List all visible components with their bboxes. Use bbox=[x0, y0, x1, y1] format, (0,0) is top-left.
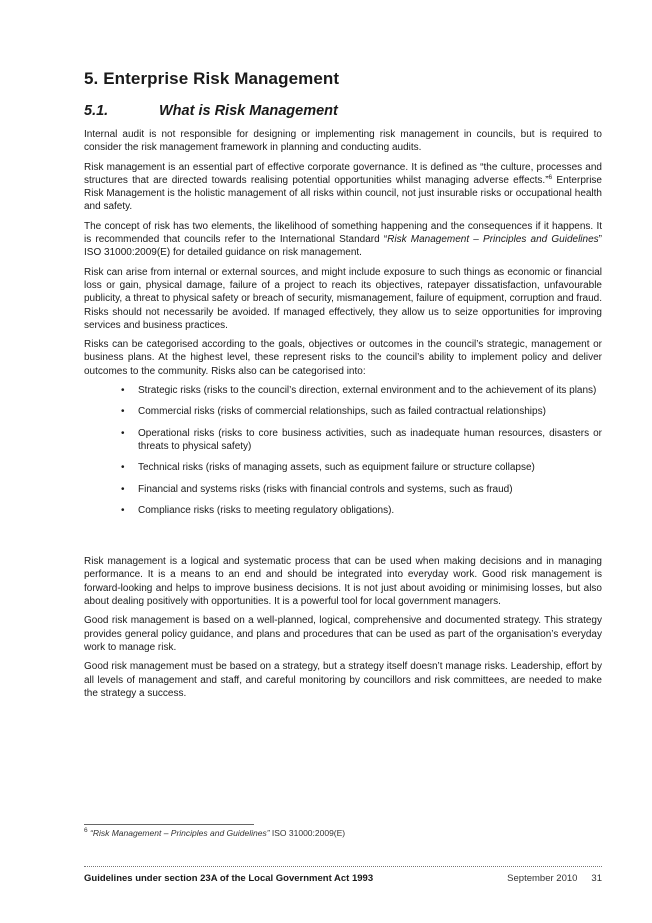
subsection-heading bbox=[84, 103, 338, 119]
footnote-title: “Risk Management – Principles and Guidelines” bbox=[90, 828, 270, 838]
list-item-text: Strategic risks (risks to the council’s direction, external environment and to the achievement of its plans) bbox=[138, 385, 597, 397]
paragraph-6: Risk management is a logical and systematic process that can be used when making decisions and in managing performance. It is a means to an end and should be integrated into everyday work. Good risk management is forward-looking and helps to improve business decisions. It is not just about avoiding or minimising losses, but also about dealing positively with opportunities. It is a powerful tool for local government managers. bbox=[84, 556, 602, 608]
paragraph-5: Risks can be categorised according to the goals, objectives or outcomes in the council’s strategic, management or business plans. At the highest level, these represent risks to the council’s ability to implement policy and deliver outcomes to the community. Risks also can be categorised into: bbox=[84, 339, 602, 377]
list-item-text: Commercial risks (risks of commercial relationships, such as failed contractual relationships) bbox=[138, 406, 546, 418]
risk-category-list bbox=[84, 384, 602, 517]
list-item bbox=[84, 461, 602, 474]
paragraph-4: Risk can arise from internal or external sources, and might include exposure to such things as economic or financial loss or gain, physical damage, failure of a project to reach its objectives, ratepayer dissatisfaction, unfavourable publicity, a threat to physical safety or breach of security, mismanagement, failure of equipment, corruption and fraud. Risks should not necessarily be avoided. If managed effectively, they allow us to seize opportunities for improving services and business practices. bbox=[84, 266, 602, 331]
subsection-number: 5.1. bbox=[84, 103, 109, 119]
footnote bbox=[84, 828, 345, 838]
paragraph-7: Good risk management is based on a well-planned, logical, comprehensive and documented strategy. This strategy provides general policy guidance, and plans and procedures that can be used as part of the organisation’s everyday work to manage risk. bbox=[84, 615, 602, 653]
section-heading: 5. Enterprise Risk Management bbox=[84, 69, 340, 88]
paragraph-2 bbox=[84, 161, 602, 214]
list-item-text: Financial and systems risks (risks with financial controls and systems, such as fraud) bbox=[138, 483, 513, 495]
footnote-divider bbox=[84, 824, 254, 825]
footer-date: September 2010 bbox=[507, 873, 578, 884]
paragraph-3 bbox=[84, 220, 602, 260]
list-item bbox=[84, 384, 602, 397]
footer-divider bbox=[84, 866, 602, 867]
bullet-icon: • bbox=[121, 504, 125, 516]
list-item bbox=[84, 483, 602, 496]
list-item bbox=[84, 504, 602, 517]
standard-title: Risk Management – Principles and Guidelines bbox=[387, 234, 599, 246]
page-number: 31 bbox=[591, 873, 602, 884]
bullet-icon: • bbox=[121, 483, 125, 495]
paragraph-2-text-b: Enterprise Risk Management is the holistic management of all risks within council, not just insurable risks or occupational health and safety. bbox=[84, 174, 602, 213]
paragraph-2-text-a: Risk management is an essential part of effective corporate governance. It is defined as “the culture, processes and structures that are directed towards realising potential opportunities whilst managing adverse effects.” bbox=[84, 161, 602, 186]
footer-title: Guidelines under section 23A of the Local Government Act 1993 bbox=[84, 873, 374, 884]
paragraph-3-text-b: ” ISO 31000:2009(E) for detailed guidance on risk management. bbox=[84, 234, 602, 259]
list-item bbox=[84, 405, 602, 418]
footnote-text: ISO 31000:2009(E) bbox=[269, 828, 346, 838]
document-page bbox=[84, 0, 602, 923]
footnote-ref: 6 bbox=[548, 173, 553, 181]
footnote-mark: 6 bbox=[84, 827, 88, 834]
list-item bbox=[84, 427, 602, 454]
bullet-icon: • bbox=[121, 406, 125, 418]
bullet-icon: • bbox=[121, 427, 125, 439]
body-text bbox=[84, 128, 602, 706]
footer-meta bbox=[507, 873, 602, 884]
list-item-text: Operational risks (risks to core business activities, such as inadequate human resources, disasters or threats to physical safety) bbox=[138, 427, 602, 452]
paragraph-1: Internal audit is not responsible for designing or implementing risk management in councils, but is required to consider the risk management framework in planning and conducting audits. bbox=[84, 129, 602, 154]
paragraph-8: Good risk management must be based on a strategy, but a strategy itself doesn’t manage risks. Leadership, effort by all levels of management and staff, and careful monitoring by councillors and risk committees, are needed to make the strategy a success. bbox=[84, 661, 602, 699]
paragraph-3-text-a: The concept of risk has two elements, the likelihood of something happening and the consequences if it happens. It is recommended that councils refer to the International Standard “ bbox=[84, 220, 602, 246]
list-item-text: Technical risks (risks of managing assets, such as equipment failure or structure collapse) bbox=[138, 462, 535, 474]
bullet-icon: • bbox=[121, 462, 125, 474]
bullet-icon: • bbox=[121, 385, 125, 397]
subsection-title: What is Risk Management bbox=[159, 103, 338, 119]
list-item-text: Compliance risks (risks to meeting regulatory obligations). bbox=[138, 504, 395, 516]
